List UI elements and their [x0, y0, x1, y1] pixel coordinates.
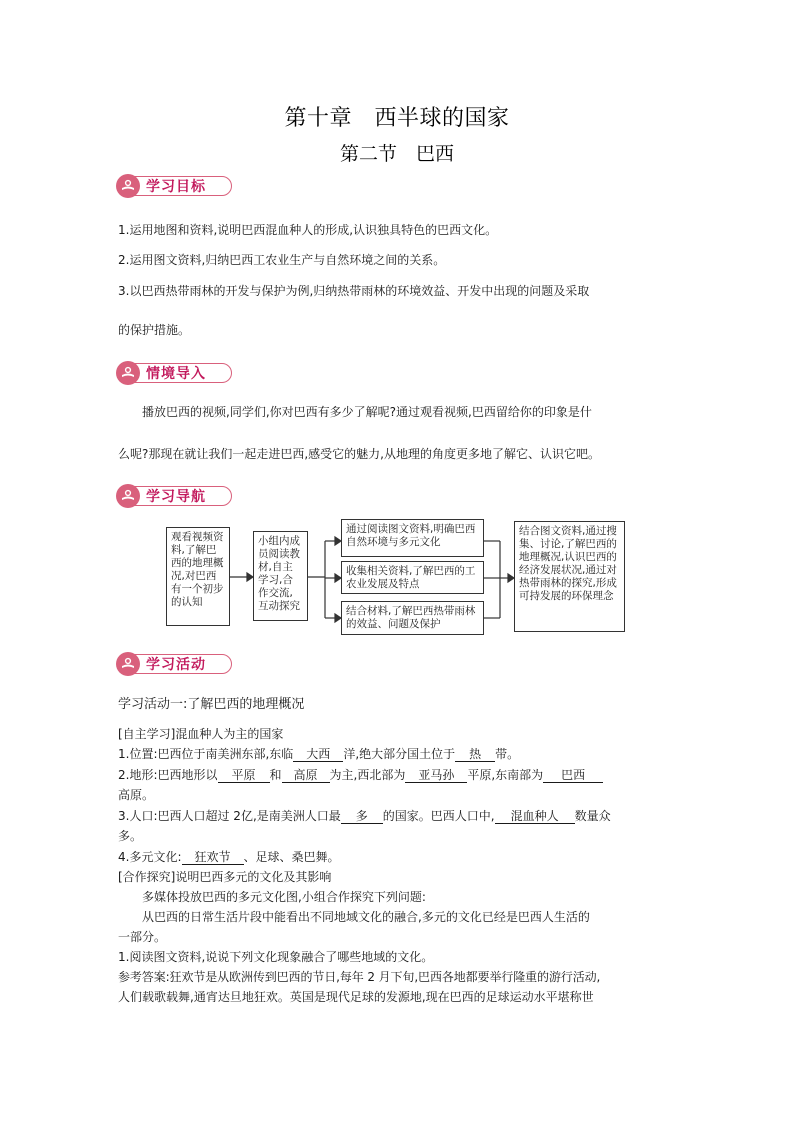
question-text: 1.位置:巴西位于南美洲东部,东临 — [118, 747, 294, 761]
question-text: 2.地形:巴西地形以 — [118, 768, 218, 782]
question-culture — [118, 849, 683, 865]
question-text: 和 — [269, 768, 282, 782]
answer-blank: 高原 — [282, 768, 330, 783]
answer-blank: 平原 — [218, 768, 270, 783]
flow-box-industry: 收集相关资料,了解巴西的工农业发展及特点 — [341, 561, 484, 594]
question-text: 的国家。巴西人口中, — [382, 809, 495, 823]
intro-line-2: 么呢?那现在就让我们一起走进巴西,感受它的魅力,从地理的角度更多地了解它、认识它吧。 — [118, 447, 601, 461]
section-badge-nav — [116, 484, 206, 508]
section-label-activity: 学习活动 — [146, 657, 206, 673]
section-label-intro: 情境导入 — [146, 366, 206, 382]
goal-item-3: 3.以巴西热带雨林的开发与保护为例,归纳热带雨林的环境效益、开发中出现的问题及采取 — [118, 284, 590, 298]
answer-blank: 多 — [341, 809, 383, 824]
reference-answer-cont: 人们载歌载舞,通宵达旦地狂欢。英国是现代足球的发源地,现在巴西的足球运动水平堪称世 — [118, 990, 594, 1004]
question-text: 带。 — [495, 747, 520, 761]
coop-heading: [合作探究]说明巴西多元的文化及其影响 — [118, 870, 332, 884]
question-text: 3.人口:巴西人口超过 2亿,是南美洲人口最 — [118, 809, 341, 823]
book-icon — [116, 361, 140, 385]
answer-blank: 热 — [455, 747, 495, 762]
book-icon — [116, 174, 140, 198]
question-text: 为主,西北部为 — [329, 768, 406, 782]
question-population-cont: 多。 — [118, 829, 143, 843]
flow-box-group: 小组内成员阅读教材,自主学习,合作交流,互动探究 — [253, 531, 308, 621]
question-terrain — [118, 767, 683, 783]
flow-box-rainforest: 结合材料,了解巴西热带雨林的效益、问题及保护 — [341, 601, 484, 635]
activity-heading: 学习活动一:了解巴西的地理概况 — [118, 697, 305, 712]
book-icon — [116, 484, 140, 508]
question-population — [118, 808, 683, 824]
goal-item-3-cont: 的保护措施。 — [118, 323, 191, 337]
question-location — [118, 746, 683, 762]
goal-item-1: 1.运用地图和资料,说明巴西混血种人的形成,认识独具特色的巴西文化。 — [118, 223, 498, 237]
answer-blank: 大西 — [293, 747, 343, 762]
self-study-heading: [自主学习]混血种人为主的国家 — [118, 727, 284, 741]
coop-paragraph-1: 多媒体投放巴西的多元文化图,小组合作探究下列问题: — [142, 890, 426, 904]
coop-question-1: 1.阅读图文资料,说说下列文化现象融合了哪些地域的文化。 — [118, 950, 434, 964]
answer-blank: 狂欢节 — [182, 850, 244, 865]
answer-blank: 混血种人 — [495, 809, 575, 824]
intro-line-1: 播放巴西的视频,同学们,你对巴西有多少了解呢?通过观看视频,巴西留给你的印象是什 — [142, 405, 592, 419]
question-text: 洋,绝大部分国土位于 — [343, 747, 456, 761]
flow-box-summary: 结合图文资料,通过搜集、讨论,了解巴西的地理概况,认识巴西的经济发展状况,通过对热带雨林的探究,形成可持发展的环保理念 — [514, 521, 625, 632]
reference-answer: 参考答案:狂欢节是从欧洲传到巴西的节日,每年 2 月下旬,巴西各地都要举行隆重的游行活动, — [118, 970, 601, 984]
question-text: 4.多元文化: — [118, 850, 182, 864]
section-badge-activity — [116, 652, 206, 676]
answer-blank: 亚马孙 — [405, 768, 467, 783]
chapter-title: 第十章 西半球的国家 — [284, 106, 510, 131]
question-text: 、足球、桑巴舞。 — [243, 850, 340, 864]
answer-blank: 巴西 — [543, 768, 603, 783]
section-badge-intro — [116, 361, 206, 385]
section-label-goals: 学习目标 — [146, 179, 206, 195]
coop-paragraph-2: 从巴西的日常生活片段中能看出不同地域文化的融合,多元的文化已经是巴西人生活的 — [142, 910, 590, 924]
book-icon — [116, 652, 140, 676]
flow-box-nature: 通过阅读图文资料,明确巴西自然环境与多元文化 — [341, 519, 484, 557]
section-label-nav: 学习导航 — [146, 489, 206, 505]
section-title: 第二节 巴西 — [339, 143, 454, 165]
question-terrain-cont: 高原。 — [118, 788, 155, 802]
goal-item-2: 2.运用图文资料,归纳巴西工农业生产与自然环境之间的关系。 — [118, 253, 446, 267]
coop-paragraph-2-cont: 一部分。 — [118, 930, 167, 944]
flow-box-video: 观看视频资料,了解巴西的地理概况,对巴西有一个初步的认知 — [166, 527, 230, 626]
question-text: 数量众 — [574, 809, 611, 823]
section-badge-goals — [116, 174, 206, 198]
question-text: 平原,东南部为 — [467, 768, 544, 782]
